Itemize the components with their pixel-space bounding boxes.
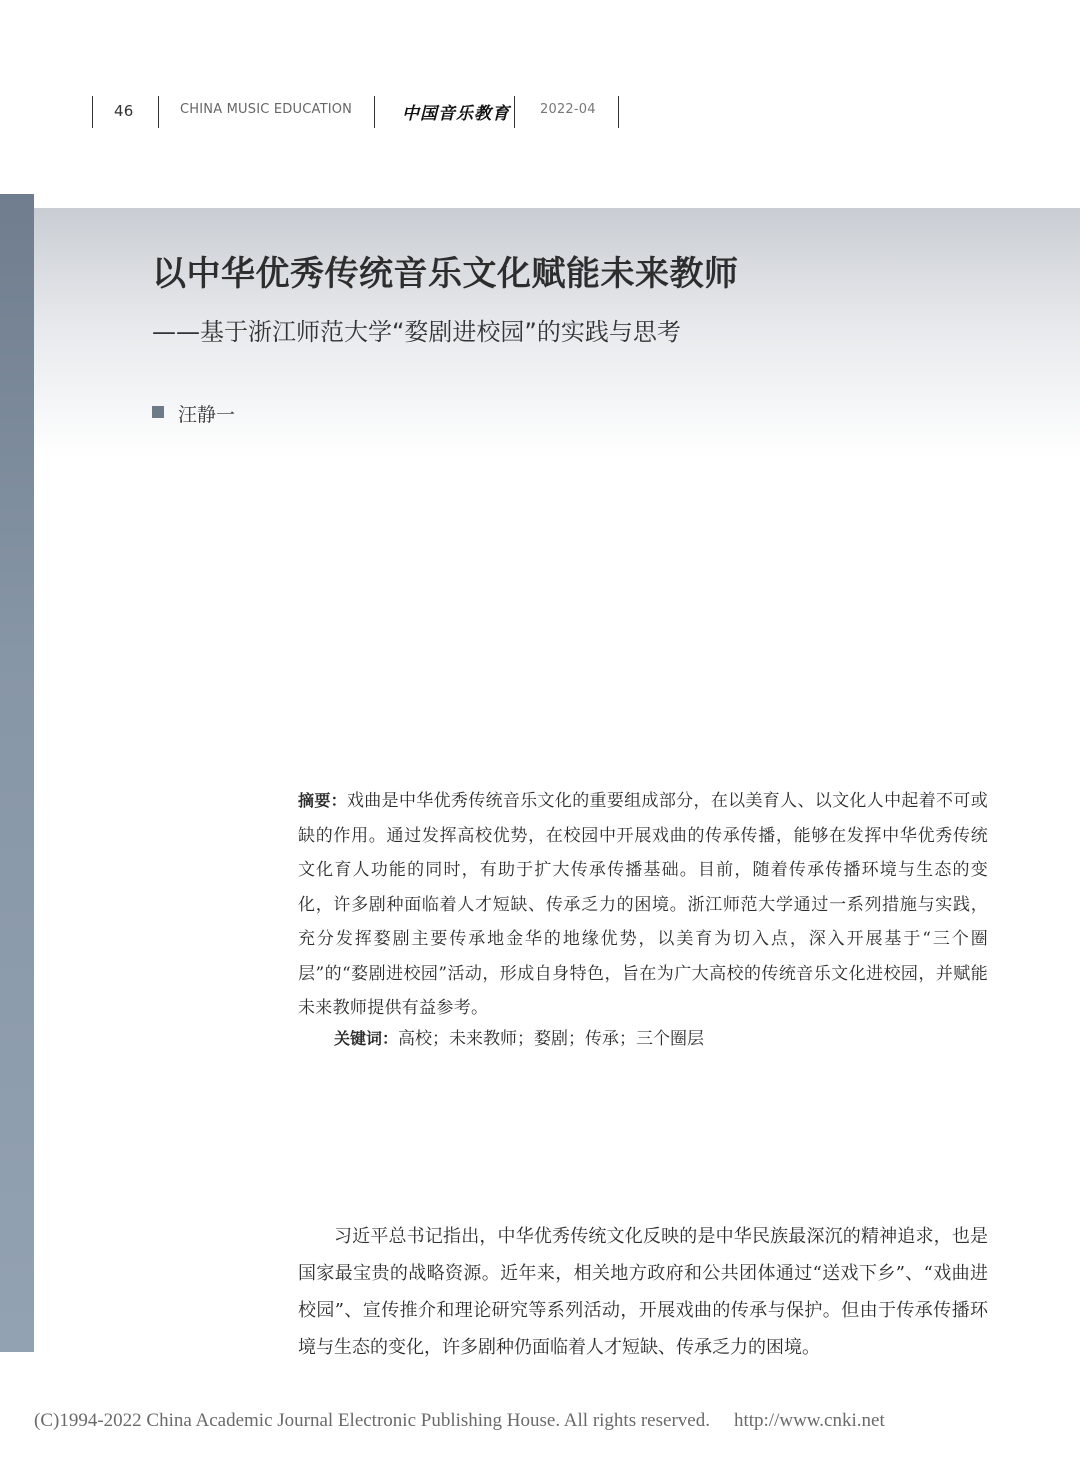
decorative-sidebar (0, 194, 34, 1352)
body-paragraph: 习近平总书记指出，中华优秀传统文化反映的是中华民族最深沉的精神追求，也是国家最宝贵的战略资源。近年来，相关地方政府和公共团体通过“送戏下乡”、“戏曲进校园”、宣传推介和理论研究等系列活动，开展戏曲的传承与保护。但由于传承传播环境与生态的变化，许多剧种仍面临着人才短缺、传承乏力的困境。 (298, 1226, 988, 1358)
page-header (0, 96, 1080, 128)
abstract (298, 784, 988, 1026)
square-bullet-icon (152, 406, 164, 418)
author-name: 汪静一 (178, 404, 236, 426)
footer-url: http://www.cnki.net (733, 1410, 885, 1431)
header-divider (374, 96, 375, 128)
keywords-text: 高校；未来教师；婺剧；传承；三个圈层 (398, 1029, 705, 1049)
header-divider (158, 96, 159, 128)
abstract-text: 戏曲是中华优秀传统音乐文化的重要组成部分，在以美育人、以文化人中起着不可或缺的作用。通过发挥高校优势，在校园中开展戏曲的传承传播，能够在发挥中华优秀传统文化育人功能的同时，有助于扩大传承传播基础。目前，随着传承传播环境与生态的变化，许多剧种面临着人才短缺、传承乏力的困境。浙江师范大学通过一系列措施与实践，充分发挥婺剧主要传承地金华的地缘优势，以美育为切入点，深入开展基于“三个圈层”的“婺剧进校园”活动，形成自身特色，旨在为广大高校的传统音乐文化进校园，并赋能未来教师提供有益参考。 (298, 791, 988, 1018)
journal-logo-cn: 中国音乐教育 (402, 104, 510, 124)
journal-name-en: CHINA MUSIC EDUCATION (180, 102, 353, 117)
issue-date: 2022-04 (540, 102, 596, 117)
header-divider (618, 96, 619, 128)
page-number: 46 (114, 102, 134, 120)
article-subtitle: ——基于浙江师范大学“婺剧进校园”的实践与思考 (152, 318, 681, 346)
copyright-footer (34, 1410, 885, 1432)
header-divider (514, 96, 515, 128)
copyright-text: (C)1994-2022 China Academic Journal Electronic Publishing House. All rights reserved. (34, 1410, 710, 1431)
keywords (334, 1024, 704, 1049)
abstract-label: 摘要： (298, 791, 347, 810)
header-divider (92, 96, 93, 128)
article-title: 以中华优秀传统音乐文化赋能未来教师 (152, 254, 739, 294)
keywords-label: 关键词： (334, 1029, 399, 1048)
